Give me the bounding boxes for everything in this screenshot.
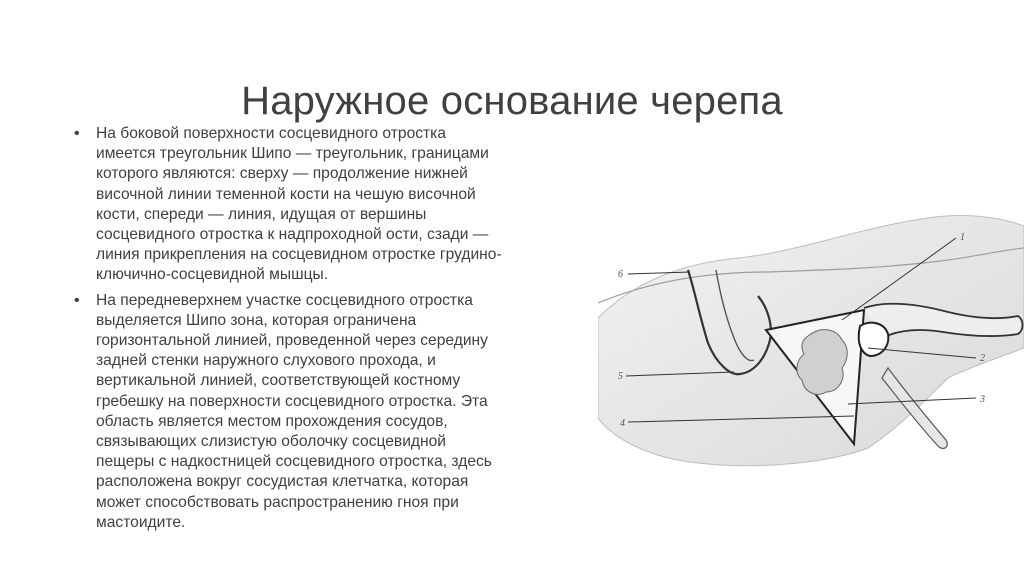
text-line: линия прикрепления на сосцевидном отростке грудино- <box>96 246 502 264</box>
text-line: расположена вокруг сосудистая клетчатка, которая <box>96 473 469 491</box>
text-line: может способствовать распространению гноя при <box>96 493 459 511</box>
text-line: височной линии теменной кости на чешую височной <box>96 185 476 203</box>
figure-label-3: 3 <box>980 394 985 405</box>
text-line: кости, спереди — линия, идущая от вершины <box>96 205 427 223</box>
bullet-dot: • <box>74 125 80 142</box>
text-line: область является местом прохождения сосудов, <box>96 412 448 430</box>
text-line: горизонтальной линией, проведенной через середину <box>96 332 488 350</box>
bullet-item-2 <box>72 291 602 533</box>
bullet-dot: • <box>74 291 80 309</box>
skull-illustration <box>598 208 1024 480</box>
text-line: задней стенки наружного слухового прохода, и <box>96 352 436 370</box>
figure-label-1: 1 <box>960 232 965 243</box>
text-line: На передневерхнем участке сосцевидного отростка <box>96 291 473 309</box>
bullet-text <box>96 124 602 286</box>
bullet-text <box>96 291 602 533</box>
mastoid-cells <box>797 330 847 395</box>
figure-label-6: 6 <box>618 269 623 280</box>
external-meatus <box>859 323 889 356</box>
text-line: ключично-сосцевидной мышцы. <box>96 266 329 284</box>
text-line: сосцевидного отростка к надпроходной ости, сзади — <box>96 226 489 244</box>
text-line: гребешку на поверхности сосцевидного отростка. Эта <box>96 392 488 410</box>
text-line: вертикальной линией, соответствующей костному <box>96 372 461 390</box>
skull-drawing <box>598 208 1024 480</box>
text-line: выделяется Шипо зона, которая ограничена <box>96 311 417 329</box>
text-line: мастоидите. <box>96 513 186 531</box>
text-line: которого являются: сверху — продолжение нижней <box>96 165 468 183</box>
slide-title: Наружное основание черепа <box>241 78 783 123</box>
bullet-item-1 <box>72 124 602 286</box>
text-line: имеется треугольник Шипо — треугольник, границами <box>96 145 489 163</box>
bullet-list <box>72 124 602 538</box>
text-line: На боковой поверхности сосцевидного отростка <box>96 125 447 142</box>
text-line: связывающих слизистую оболочку сосцевидной <box>96 433 447 451</box>
figure-label-5: 5 <box>618 371 623 382</box>
figure-label-2: 2 <box>980 353 985 364</box>
text-line: пещеры с надкостницей сосцевидного отростка, здесь <box>96 453 492 471</box>
figure-label-4: 4 <box>620 418 625 429</box>
